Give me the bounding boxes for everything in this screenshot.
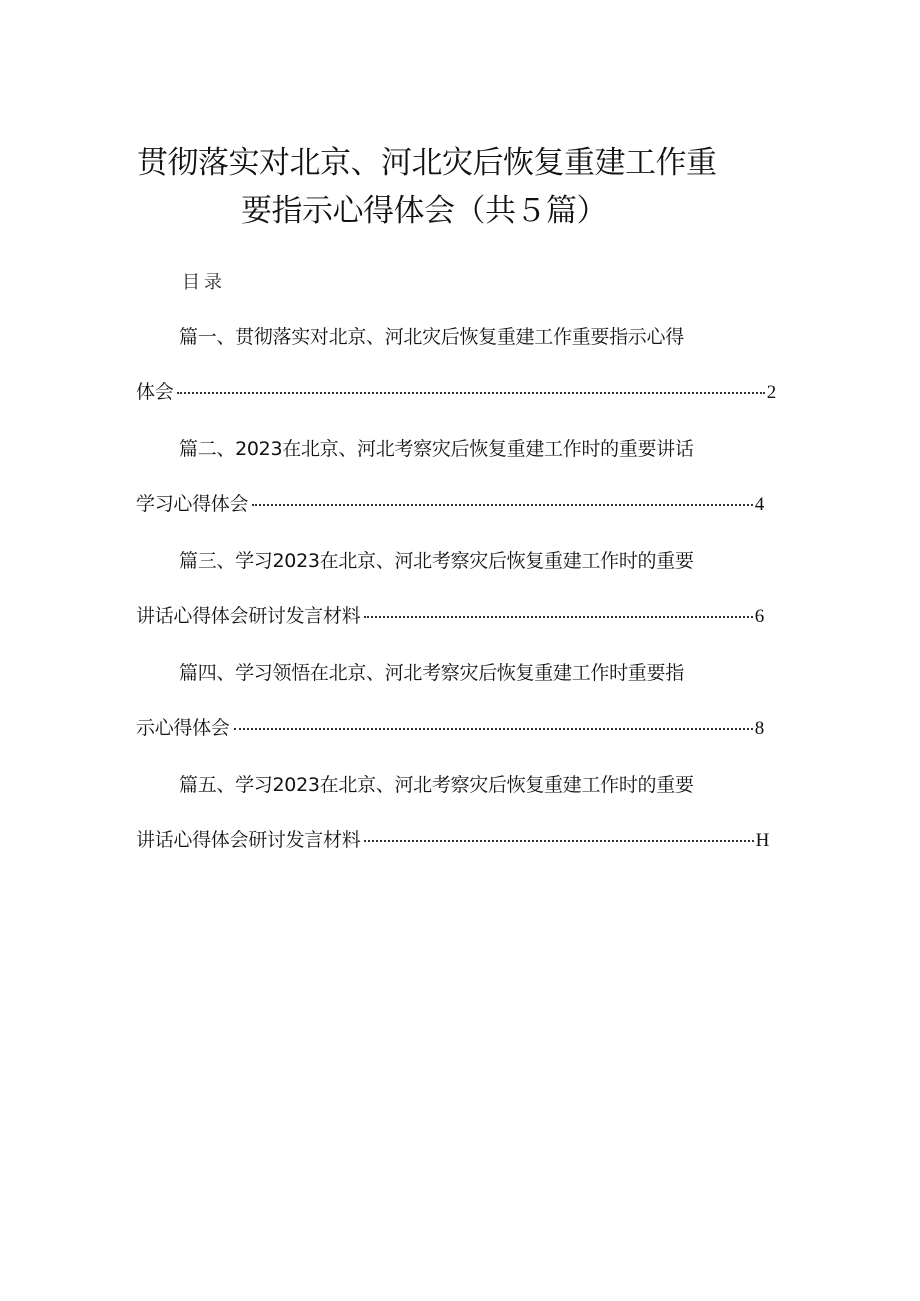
toc-entry-4-title[interactable]: 篇四、学习领悟在北京、河北考察灾后恢复重建工作时重要指 bbox=[179, 662, 684, 684]
toc-leader-dots bbox=[234, 728, 753, 730]
toc-entry-2-continuation[interactable] bbox=[136, 491, 764, 518]
toc-entry-4-continuation[interactable] bbox=[136, 715, 764, 742]
toc-entry-4-page-number: 8 bbox=[754, 718, 764, 739]
toc-entry-1-page-number: 2 bbox=[766, 382, 776, 403]
toc-entry-1-line2: 体会 bbox=[136, 381, 174, 403]
toc-entry-3-page-number: 6 bbox=[754, 606, 764, 627]
document-title-line-2: 要指示心得体会（共５篇） bbox=[241, 193, 607, 229]
toc-entry-5-page-number: H bbox=[755, 830, 769, 851]
toc-entry-3-line2: 讲话心得体会研讨发言材料 bbox=[136, 605, 361, 627]
document-title-line-1: 贯彻落实对北京、河北灾后恢复重建工作重 bbox=[137, 145, 717, 181]
toc-leader-dots bbox=[364, 616, 752, 618]
toc-entry-3-title[interactable]: 篇三、学习2023在北京、河北考察灾后恢复重建工作时的重要 bbox=[179, 550, 694, 572]
toc-entry-5-title[interactable]: 篇五、学习2023在北京、河北考察灾后恢复重建工作时的重要 bbox=[179, 774, 694, 796]
toc-leader-dots bbox=[252, 504, 753, 506]
toc-entry-4-line2: 示心得体会 bbox=[136, 717, 230, 739]
toc-entry-1-continuation[interactable] bbox=[136, 379, 776, 406]
toc-heading: 目录 bbox=[182, 272, 226, 293]
toc-leader-dots bbox=[364, 840, 753, 842]
toc-entry-5-line2: 讲话心得体会研讨发言材料 bbox=[136, 829, 361, 851]
toc-entry-3-continuation[interactable] bbox=[136, 603, 764, 630]
toc-leader-dots bbox=[177, 392, 764, 394]
toc-entry-2-line2: 学习心得体会 bbox=[136, 493, 249, 515]
toc-entry-2-title[interactable]: 篇二、2023在北京、河北考察灾后恢复重建工作时的重要讲话 bbox=[179, 438, 694, 460]
toc-entry-5-continuation[interactable] bbox=[136, 827, 769, 854]
toc-entry-1-title[interactable]: 篇一、贯彻落实对北京、河北灾后恢复重建工作重要指示心得 bbox=[179, 326, 684, 348]
toc-entry-2-page-number: 4 bbox=[754, 494, 764, 515]
